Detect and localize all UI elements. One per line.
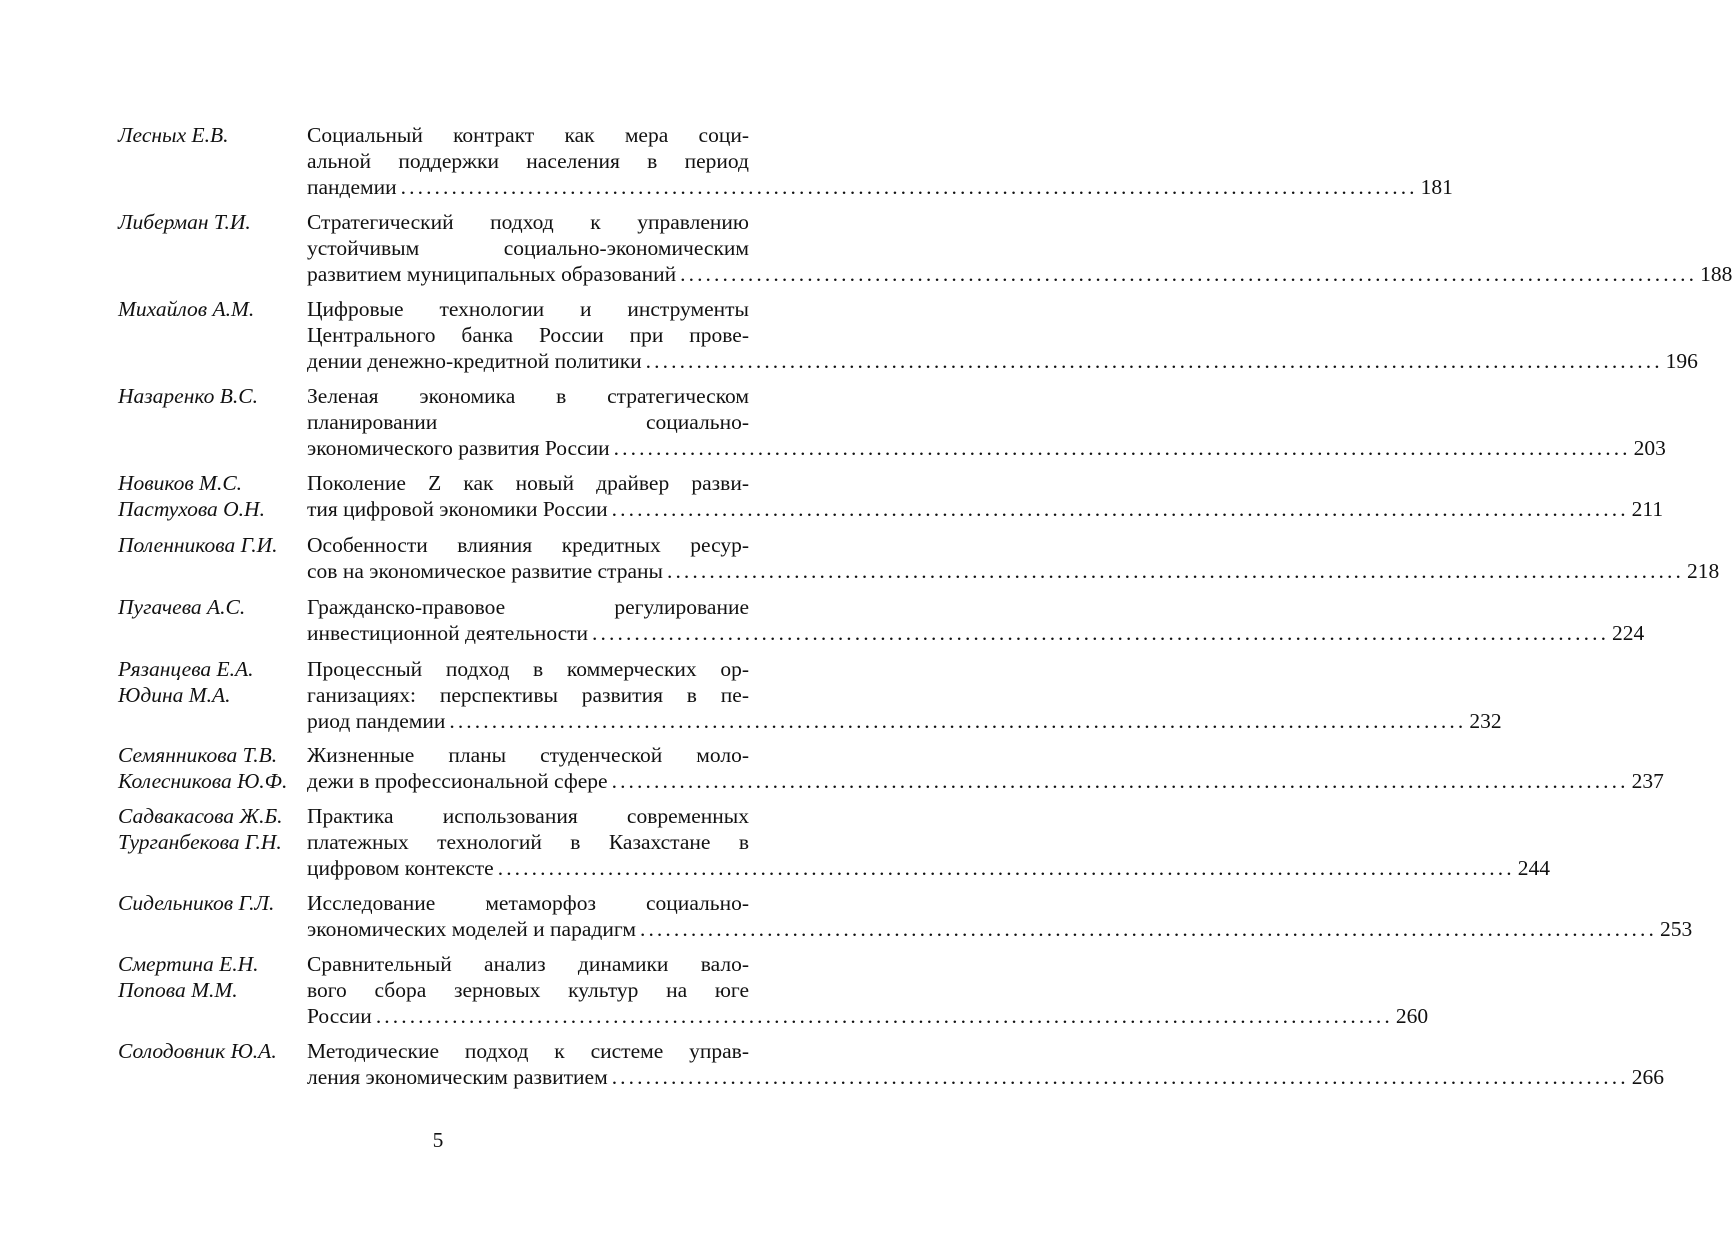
author-name: Лесных Е.В. [118,123,229,147]
entry-title [307,594,1645,646]
author-name: Сидельников Г.Л. [118,891,275,915]
title-last-line [307,855,1550,881]
title-line-text: цифровом контексте [307,856,494,880]
dot-leader: ........................................................................................................................ [611,769,1629,793]
page-ref: 237 [1631,769,1664,793]
title-line-text: риод пандемии [307,709,446,733]
dot-leader: ........................................................................................................................ [611,1065,1629,1089]
title-line: Поколение Z как новый драйвер разви- [307,471,749,495]
author-name: Колесникова Ю.Ф. [118,769,288,793]
entry-authors [118,122,229,148]
title-line-text: экономического развития России [307,436,610,460]
dot-leader: ........................................................................................................................ [497,856,1515,880]
entry-authors [118,1038,277,1064]
entry-authors [118,532,277,558]
entry-authors [118,656,254,708]
entry-authors [118,296,254,322]
entry-authors [118,594,245,620]
author-name: Рязанцева Е.А. [118,657,254,681]
title-last-line [307,435,1666,461]
title-line-text: сов на экономическое развитие страны [307,559,663,583]
entry-title [307,803,1550,881]
dot-leader: ........................................................................................................................ [449,709,1467,733]
title-line-text: развитием муниципальных образований [307,262,677,286]
title-line: Зеленая экономика в стратегическом [307,384,749,408]
title-last-line [307,768,1664,794]
author-name: Смертина Е.Н. [118,952,259,976]
title-last-line [307,174,1453,200]
title-last-line [307,1064,1664,1090]
dot-leader: ........................................................................................................................ [375,1004,1393,1028]
dot-leader: ........................................................................................................................ [639,917,1657,941]
dot-leader: ........................................................................................................................ [645,349,1663,373]
dot-leader: ........................................................................................................................ [592,621,1610,645]
title-line: Центрального банка России при прове- [307,323,749,347]
entry-title [307,383,1666,461]
dot-leader: ........................................................................................................................ [666,559,1684,583]
title-line-text: России [307,1004,372,1028]
page-ref: 181 [1420,175,1453,199]
title-line: Жизненные планы студенческой моло- [307,743,749,767]
title-line: альной поддержки населения в период [307,149,749,173]
entry-authors [118,803,283,855]
page-ref: 211 [1631,497,1664,521]
title-line-text: инвестиционной деятельности [307,621,589,645]
title-last-line [307,620,1645,646]
title-line: планировании социально- [307,410,749,434]
title-last-line [307,916,1693,942]
entry-authors [118,742,287,794]
author-name: Турганбекова Г.Н. [118,830,282,854]
title-last-line [307,348,1698,374]
title-line: Сравнительный анализ динамики вало- [307,952,749,976]
title-line-text: ления экономическим развитием [307,1065,608,1089]
author-name: Пастухова О.Н. [118,497,265,521]
page-ref: 260 [1395,1004,1429,1028]
page-ref: 253 [1659,917,1693,941]
title-line-text: экономических моделей и парадигм [307,917,636,941]
entry-authors [118,951,259,1003]
author-name: Новиков М.С. [118,471,243,495]
page-number: 5 [432,1128,444,1152]
title-last-line [307,496,1664,522]
title-line: ганизациях: перспективы развития в пе- [307,683,749,707]
entry-title [307,532,1720,584]
title-line-text: дежи в профессиональной сфере [307,769,608,793]
entry-title [307,656,1502,734]
title-line: Особенности влияния кредитных ресур- [307,533,749,557]
entry-authors [118,470,265,522]
title-line: Практика использования современных [307,804,749,828]
page-ref: 266 [1631,1065,1664,1089]
title-line: вого сбора зерновых культур на юге [307,978,749,1002]
entry-authors [118,383,258,409]
title-line: Стратегический подход к управлению [307,210,749,234]
entry-title [307,296,1698,374]
author-name: Пугачева А.С. [118,595,246,619]
entry-authors [118,209,251,235]
author-name: Солодовник Ю.А. [118,1039,277,1063]
title-last-line [307,261,1732,287]
entry-title [307,742,1664,794]
title-line: Социальный контракт как мера соци- [307,123,749,147]
title-line: Гражданско-правовое регулирование [307,595,749,619]
title-last-line [307,558,1720,584]
title-line-text: дении денежно-кредитной политики [307,349,642,373]
author-name: Семянникова Т.В. [118,743,278,767]
dot-leader: ........................................................................................................................ [611,497,1629,521]
author-name: Михайлов А.М. [118,297,255,321]
entry-title [307,209,1732,287]
entry-title [307,890,1693,942]
author-name: Поленникова Г.И. [118,533,278,557]
title-line: Цифровые технологии и инструменты [307,297,749,321]
entry-authors [118,890,274,916]
author-name: Попова М.М. [118,978,238,1002]
page-ref: 203 [1633,436,1666,460]
entry-title [307,1038,1664,1090]
entry-title [307,122,1453,200]
dot-leader: ........................................................................................................................ [613,436,1631,460]
title-line-text: тия цифровой экономики России [307,497,608,521]
title-line: Процессный подход в коммерческих ор- [307,657,749,681]
title-line: Исследование метаморфоз социально- [307,891,749,915]
author-name: Либерман Т.И. [118,210,251,234]
entry-title [307,951,1429,1029]
author-name: Садвакасова Ж.Б. [118,804,283,828]
page-ref: 196 [1665,349,1698,373]
title-line-text: пандемии [307,175,397,199]
page-ref: 224 [1612,621,1645,645]
author-name: Назаренко В.С. [118,384,258,408]
page-ref: 218 [1686,559,1720,583]
title-line: Методические подход к системе управ- [307,1039,749,1063]
title-line: платежных технологий в Казахстане в [307,830,749,854]
title-last-line [307,1003,1429,1029]
title-last-line [307,708,1502,734]
entry-title [307,470,1664,522]
dot-leader: ........................................................................................................................ [680,262,1698,286]
page-ref: 232 [1469,709,1502,733]
page-ref: 244 [1517,856,1550,880]
title-line: устойчивым социально-экономическим [307,236,749,260]
author-name: Юдина М.А. [118,683,231,707]
dot-leader: ........................................................................................................................ [400,175,1418,199]
page-ref: 188 [1700,262,1732,286]
